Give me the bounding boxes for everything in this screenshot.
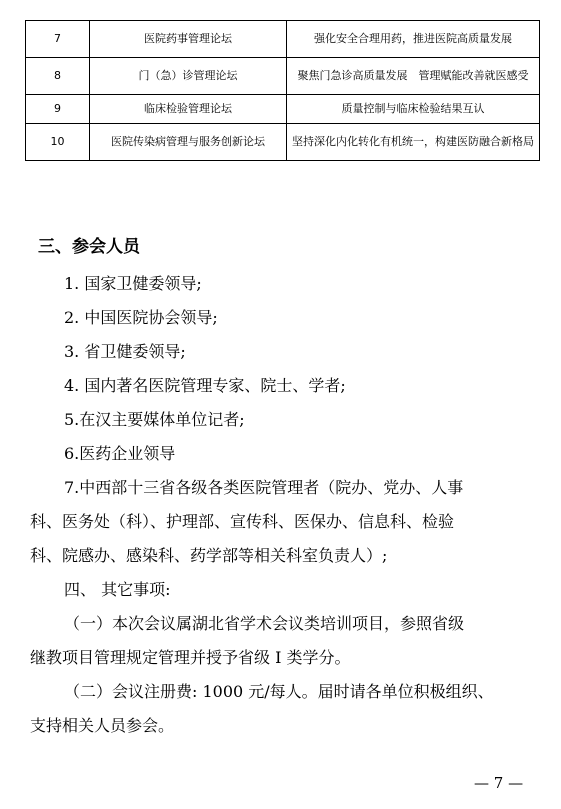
attendee-item: 3. 省卫健委领导; (64, 342, 186, 361)
table-row (26, 21, 540, 58)
forum-name: 医院药事管理论坛 (90, 21, 287, 58)
page-number: — 7 — (474, 774, 524, 792)
forum-name: 临床检验管理论坛 (90, 95, 287, 124)
table-row (26, 95, 540, 124)
forum-topic: 坚持深化内化转化有机统一，构建医防融合新格局 (287, 124, 540, 161)
section-4-heading: 四、 其它事项: (64, 580, 171, 599)
attendee-item: 4. 国内著名医院管理专家、院士、学者; (64, 376, 346, 395)
other-matters-line: （一）本次会议属湖北省学术会议类培训项目，参照省级 (64, 614, 465, 633)
forum-topic: 强化安全合理用药，推进医院高质量发展 (287, 21, 540, 58)
other-matters-line: 继教项目管理规定管理并授予省级 I 类学分。 (30, 648, 351, 667)
attendee-item: 7.中西部十三省各级各类医院管理者（院办、党办、人事 (64, 478, 464, 497)
forum-table (25, 20, 540, 161)
row-number: 8 (26, 58, 90, 95)
other-matters-line: 支持相关人员参会。 (30, 716, 175, 735)
forum-name: 医院传染病管理与服务创新论坛 (90, 124, 287, 161)
table-row (26, 58, 540, 95)
table-row (26, 124, 540, 161)
forum-topic: 聚焦门急诊高质量发展 管理赋能改善就医感受 (287, 58, 540, 95)
row-number: 7 (26, 21, 90, 58)
forum-name: 门（急）诊管理论坛 (90, 58, 287, 95)
section-3-heading: 三、参会人员 (38, 237, 140, 257)
row-number: 10 (26, 124, 90, 161)
attendee-item: 5.在汉主要媒体单位记者; (64, 410, 245, 429)
other-matters-line: （二）会议注册费: 1000 元/每人。届时请各单位积极组织、 (64, 682, 494, 701)
attendee-item: 6.医药企业领导 (64, 444, 176, 463)
forum-topic: 质量控制与临床检验结果互认 (287, 95, 540, 124)
attendee-item-continuation: 科、医务处（科）、护理部、宣传科、医保办、信息科、检验 (30, 512, 455, 531)
attendee-item: 2. 中国医院协会领导; (64, 308, 218, 327)
row-number: 9 (26, 95, 90, 124)
attendee-item-continuation: 科、院感办、感染科、药学部等相关科室负责人）; (30, 546, 388, 565)
attendee-item: 1. 国家卫健委领导; (64, 274, 202, 293)
